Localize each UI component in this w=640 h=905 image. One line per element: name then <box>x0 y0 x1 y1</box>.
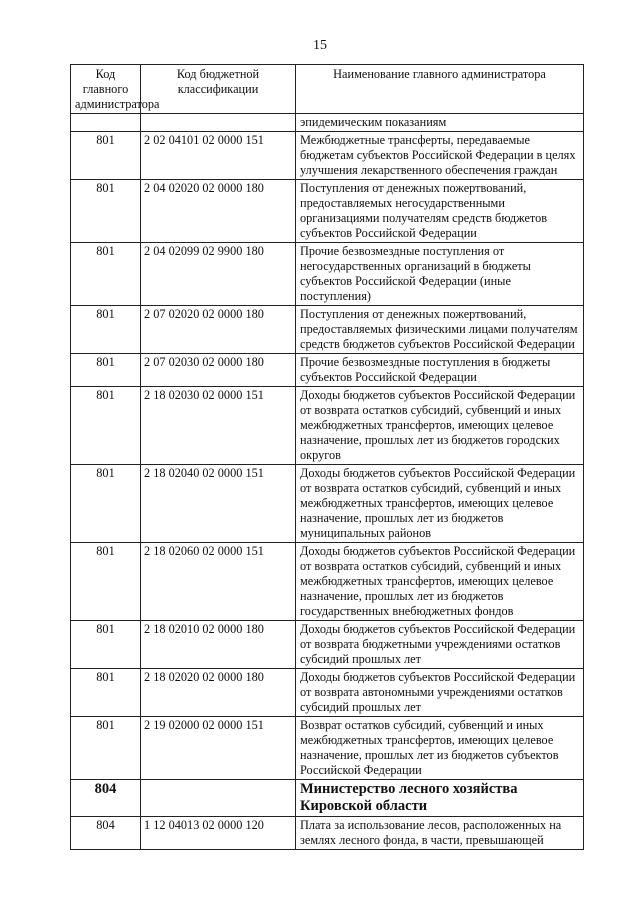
table-row <box>71 717 584 780</box>
table-row <box>71 669 584 717</box>
page-number: 15 <box>313 38 327 53</box>
table-header-row <box>71 65 584 114</box>
cell-kbk: 2 18 02060 02 0000 151 <box>141 543 296 621</box>
cell-code: 801 <box>71 180 141 243</box>
cell-kbk: 2 19 02000 02 0000 151 <box>141 717 296 780</box>
cell-code: 801 <box>71 465 141 543</box>
ministry-row <box>71 780 584 817</box>
cell-name: Поступления от денежных пожертвований, предоставляемых негосударственными организациями получателям средств бюджетов субъектов Российской Федерации <box>296 180 584 243</box>
header-budget-code: Код бюджетной классификации <box>141 65 296 114</box>
cell-name: Прочие безвозмездные поступления от негосударственных организаций в бюджеты субъектов Российской Федерации (иные поступления) <box>296 243 584 306</box>
cell-code: 801 <box>71 132 141 180</box>
table-row <box>71 817 584 850</box>
table-row <box>71 306 584 354</box>
cell-name: эпидемическим показаниям <box>296 114 584 132</box>
cell-code: 801 <box>71 717 141 780</box>
cell-name: Поступления от денежных пожертвований, предоставляемых физическими лицами получателям средств бюджетов субъектов Российской Федерации <box>296 306 584 354</box>
cell-code: 801 <box>71 621 141 669</box>
cell-code: 801 <box>71 354 141 387</box>
cell-code: 804 <box>71 817 141 850</box>
cell-name: Плата за использование лесов, расположенных на землях лесного фонда, в части, превышающей <box>296 817 584 850</box>
cell-kbk: 2 04 02099 02 9900 180 <box>141 243 296 306</box>
cell-kbk: 2 07 02030 02 0000 180 <box>141 354 296 387</box>
table-row <box>71 243 584 306</box>
cell-name: Доходы бюджетов субъектов Российской Федерации от возврата остатков субсидий, субвенций и иных межбюджетных трансфертов, имеющих целевое назначение, прошлых лет из бюджетов муниципальных районов <box>296 465 584 543</box>
table-row <box>71 621 584 669</box>
cell-name: Доходы бюджетов субъектов Российской Федерации от возврата остатков субсидий, субвенций и иных межбюджетных трансфертов, имеющих целевое назначение, прошлых лет из бюджетов государственных внебюджетных фондов <box>296 543 584 621</box>
budget-codes-table <box>70 64 584 850</box>
cell-name: Прочие безвозмездные поступления в бюджеты субъектов Российской Федерации <box>296 354 584 387</box>
cell-name: Доходы бюджетов субъектов Российской Федерации от возврата бюджетными учреждениями остатков субсидий прошлых лет <box>296 621 584 669</box>
cell-code: 801 <box>71 387 141 465</box>
cell-kbk: 2 07 02020 02 0000 180 <box>141 306 296 354</box>
cell-name: Доходы бюджетов субъектов Российской Федерации от возврата автономными учреждениями остатков субсидий прошлых лет <box>296 669 584 717</box>
cell-name: Межбюджетные трансферты, передаваемые бюджетам субъектов Российской Федерации в целях улучшения лекарственного обеспечения граждан <box>296 132 584 180</box>
cell-kbk: 2 02 04101 02 0000 151 <box>141 132 296 180</box>
table-row <box>71 354 584 387</box>
table-row <box>71 387 584 465</box>
table-body <box>71 114 584 850</box>
cell-kbk: 2 18 02030 02 0000 151 <box>141 387 296 465</box>
cell-code: 804 <box>71 780 141 817</box>
cell-kbk: 2 18 02010 02 0000 180 <box>141 621 296 669</box>
continuation-row <box>71 114 584 132</box>
cell-kbk: 2 18 02020 02 0000 180 <box>141 669 296 717</box>
cell-code <box>71 114 141 132</box>
cell-code: 801 <box>71 543 141 621</box>
cell-name: Доходы бюджетов субъектов Российской Федерации от возврата остатков субсидий, субвенций и иных межбюджетных трансфертов, имеющих целевое назначение, прошлых лет из бюджетов городских округов <box>296 387 584 465</box>
cell-kbk: 2 18 02040 02 0000 151 <box>141 465 296 543</box>
cell-kbk: 2 04 02020 02 0000 180 <box>141 180 296 243</box>
cell-name: Возврат остатков субсидий, субвенций и иных межбюджетных трансфертов, имеющих целевое назначение, прошлых лет из бюджетов субъектов Российской Федерации <box>296 717 584 780</box>
cell-code: 801 <box>71 243 141 306</box>
cell-code: 801 <box>71 306 141 354</box>
header-admin-code: Код главного администратора <box>71 65 141 114</box>
table-row <box>71 180 584 243</box>
cell-kbk <box>141 780 296 817</box>
table-row <box>71 465 584 543</box>
cell-kbk <box>141 114 296 132</box>
table-row <box>71 132 584 180</box>
header-admin-name: Наименование главного администратора <box>296 65 584 114</box>
cell-name: Министерство лесного хозяйства Кировской области <box>296 780 584 817</box>
table-row <box>71 543 584 621</box>
cell-code: 801 <box>71 669 141 717</box>
cell-kbk: 1 12 04013 02 0000 120 <box>141 817 296 850</box>
